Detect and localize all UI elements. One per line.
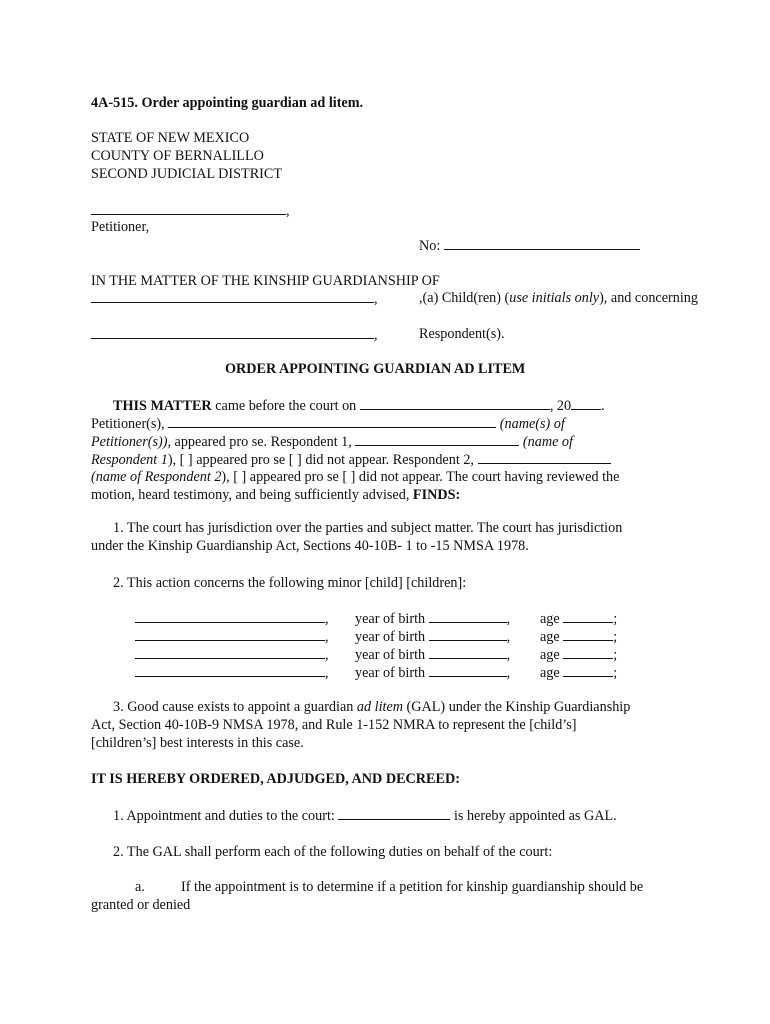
respondent2-blank[interactable]	[478, 450, 611, 464]
age-blank[interactable]	[563, 663, 613, 677]
comma: ,	[374, 327, 378, 343]
child-name-blank[interactable]	[135, 609, 325, 623]
respondent-name-line	[91, 325, 378, 344]
comma: ,	[325, 647, 329, 663]
child-description	[419, 289, 698, 307]
child-yob	[355, 663, 510, 682]
matter-line: IN THE MATTER OF THE KINSHIP GUARDIANSHIP OF	[91, 273, 440, 289]
comma: ,	[325, 629, 329, 645]
comma: ,	[506, 665, 511, 681]
intro-line-5	[91, 468, 619, 486]
respondent-label: Respondent(s).	[419, 326, 505, 342]
finding-1-line-1: 1. The court has jurisdiction over the parties and subject matter. The court has jurisdiction	[113, 520, 623, 536]
petitioner-name-blank[interactable]	[91, 201, 286, 215]
age-label: age	[540, 665, 560, 681]
court-county: COUNTY OF BERNALILLO	[91, 148, 264, 164]
intro-text: ), [ ] appeared pro se [ ] did not appear. The court having reviewed the	[221, 469, 620, 485]
child-text: ), and concerning	[599, 290, 698, 306]
finding-3-text: (GAL) under the Kinship Guardianship	[403, 699, 631, 715]
child-row	[135, 609, 329, 628]
order-2: 2. The GAL shall perform each of the following duties on behalf of the court:	[113, 844, 553, 860]
child-age	[540, 627, 617, 646]
child-name-blank[interactable]	[135, 645, 325, 659]
respondent-name-blank[interactable]	[91, 325, 374, 339]
child-text: ,(a) Child(ren) (	[419, 290, 510, 306]
child-age	[540, 645, 617, 664]
intro-line-2	[91, 414, 565, 433]
intro-text: ), [ ] appeared pro se [ ] did not appear. Respondent 2,	[167, 452, 478, 468]
intro-text: , 20	[549, 398, 572, 414]
semicolon: ;	[613, 647, 618, 663]
comma: ,	[325, 665, 329, 681]
intro-italic: Petitioner(s))	[91, 434, 168, 450]
intro-line-1	[113, 396, 605, 415]
age-label: age	[540, 647, 560, 663]
yob-label: year of birth	[355, 647, 426, 663]
child-age	[540, 663, 617, 682]
child-yob	[355, 627, 510, 646]
child-yob	[355, 609, 510, 628]
child-name-blank[interactable]	[135, 663, 325, 677]
intro-italic: (name of	[522, 434, 573, 450]
intro-italic: (name(s) of	[499, 416, 565, 432]
hearing-year-blank[interactable]	[571, 396, 601, 410]
child-row	[135, 663, 329, 682]
yob-blank[interactable]	[429, 609, 507, 623]
child-yob	[355, 645, 510, 664]
order-2a-line-1: If the appointment is to determine if a petition for kinship guardianship should be	[181, 879, 644, 895]
finding-2-line-1: 2. This action concerns the following minor [child] [children]:	[113, 575, 467, 591]
yob-label: year of birth	[355, 629, 426, 645]
order-2a-line-2: granted or denied	[91, 897, 191, 913]
finding-3-line-1	[113, 698, 630, 716]
ad-litem-italic: ad litem	[356, 699, 403, 715]
finding-3-line-2: Act, Section 40-10B-9 NMSA 1978, and Rule 1-152 NMRA to represent the [child’s]	[91, 717, 577, 733]
intro-italic: Respondent 1	[91, 452, 168, 468]
intro-text: Petitioner(s),	[91, 416, 169, 432]
yob-blank[interactable]	[429, 663, 507, 677]
age-blank[interactable]	[563, 609, 613, 623]
comma: ,	[506, 629, 511, 645]
age-blank[interactable]	[563, 627, 613, 641]
child-row	[135, 627, 329, 646]
case-number-line	[419, 236, 640, 255]
finding-3-line-3: [children’s] best interests in this case.	[91, 735, 304, 751]
finding-1-line-2: under the Kinship Guardianship Act, Sections 40-10B- 1 to -15 NMSA 1978.	[91, 538, 529, 554]
gal-name-blank[interactable]	[338, 806, 450, 820]
this-matter: THIS MATTER	[113, 398, 212, 414]
order-1-text: 1. Appointment and duties to the court:	[113, 808, 339, 824]
age-label: age	[540, 611, 560, 627]
child-age	[540, 609, 617, 628]
intro-line-3	[91, 432, 573, 451]
yob-label: year of birth	[355, 665, 426, 681]
intro-text: , appeared pro se. Respondent 1,	[167, 434, 356, 450]
age-label: age	[540, 629, 560, 645]
semicolon: ;	[613, 629, 618, 645]
yob-label: year of birth	[355, 611, 426, 627]
intro-text: .	[601, 398, 605, 414]
court-district: SECOND JUDICIAL DISTRICT	[91, 166, 283, 182]
hearing-date-blank[interactable]	[360, 396, 550, 410]
semicolon: ;	[613, 611, 618, 627]
finding-3-text: 3. Good cause exists to appoint a guardian	[113, 699, 357, 715]
yob-blank[interactable]	[429, 645, 507, 659]
petitioner-label: Petitioner,	[91, 219, 150, 235]
comma: ,	[506, 647, 511, 663]
yob-blank[interactable]	[429, 627, 507, 641]
comma: ,	[506, 611, 511, 627]
child-text-italic: use initials only	[509, 290, 600, 306]
child-name-line	[91, 289, 378, 308]
ordered-heading: IT IS HEREBY ORDERED, ADJUDGED, AND DECREED:	[91, 771, 460, 787]
child-name-blank[interactable]	[91, 289, 374, 303]
case-number-label: No:	[419, 238, 441, 254]
age-blank[interactable]	[563, 645, 613, 659]
intro-text: motion, heard testimony, and being sufficiently advised,	[91, 487, 413, 503]
finds-label: FINDS:	[412, 487, 461, 503]
order-title: ORDER APPOINTING GUARDIAN AD LITEM	[225, 361, 526, 377]
case-number-blank[interactable]	[444, 236, 640, 250]
intro-line-4	[91, 450, 611, 469]
comma: ,	[374, 291, 378, 307]
intro-text: came before the court on	[211, 398, 360, 414]
order-2a-label: a.	[135, 879, 145, 895]
comma: ,	[286, 203, 290, 219]
child-row	[135, 645, 329, 664]
child-name-blank[interactable]	[135, 627, 325, 641]
order-1	[113, 806, 617, 825]
semicolon: ;	[613, 665, 618, 681]
petitioner-names-blank[interactable]	[168, 414, 496, 428]
intro-italic: (name of Respondent 2	[91, 469, 222, 485]
form-title: 4A-515. Order appointing guardian ad litem.	[91, 95, 364, 111]
comma: ,	[325, 611, 329, 627]
intro-line-6	[91, 486, 460, 504]
court-state: STATE OF NEW MEXICO	[91, 130, 250, 146]
respondent1-blank[interactable]	[355, 432, 519, 446]
order-1-text: is hereby appointed as GAL.	[450, 808, 617, 824]
